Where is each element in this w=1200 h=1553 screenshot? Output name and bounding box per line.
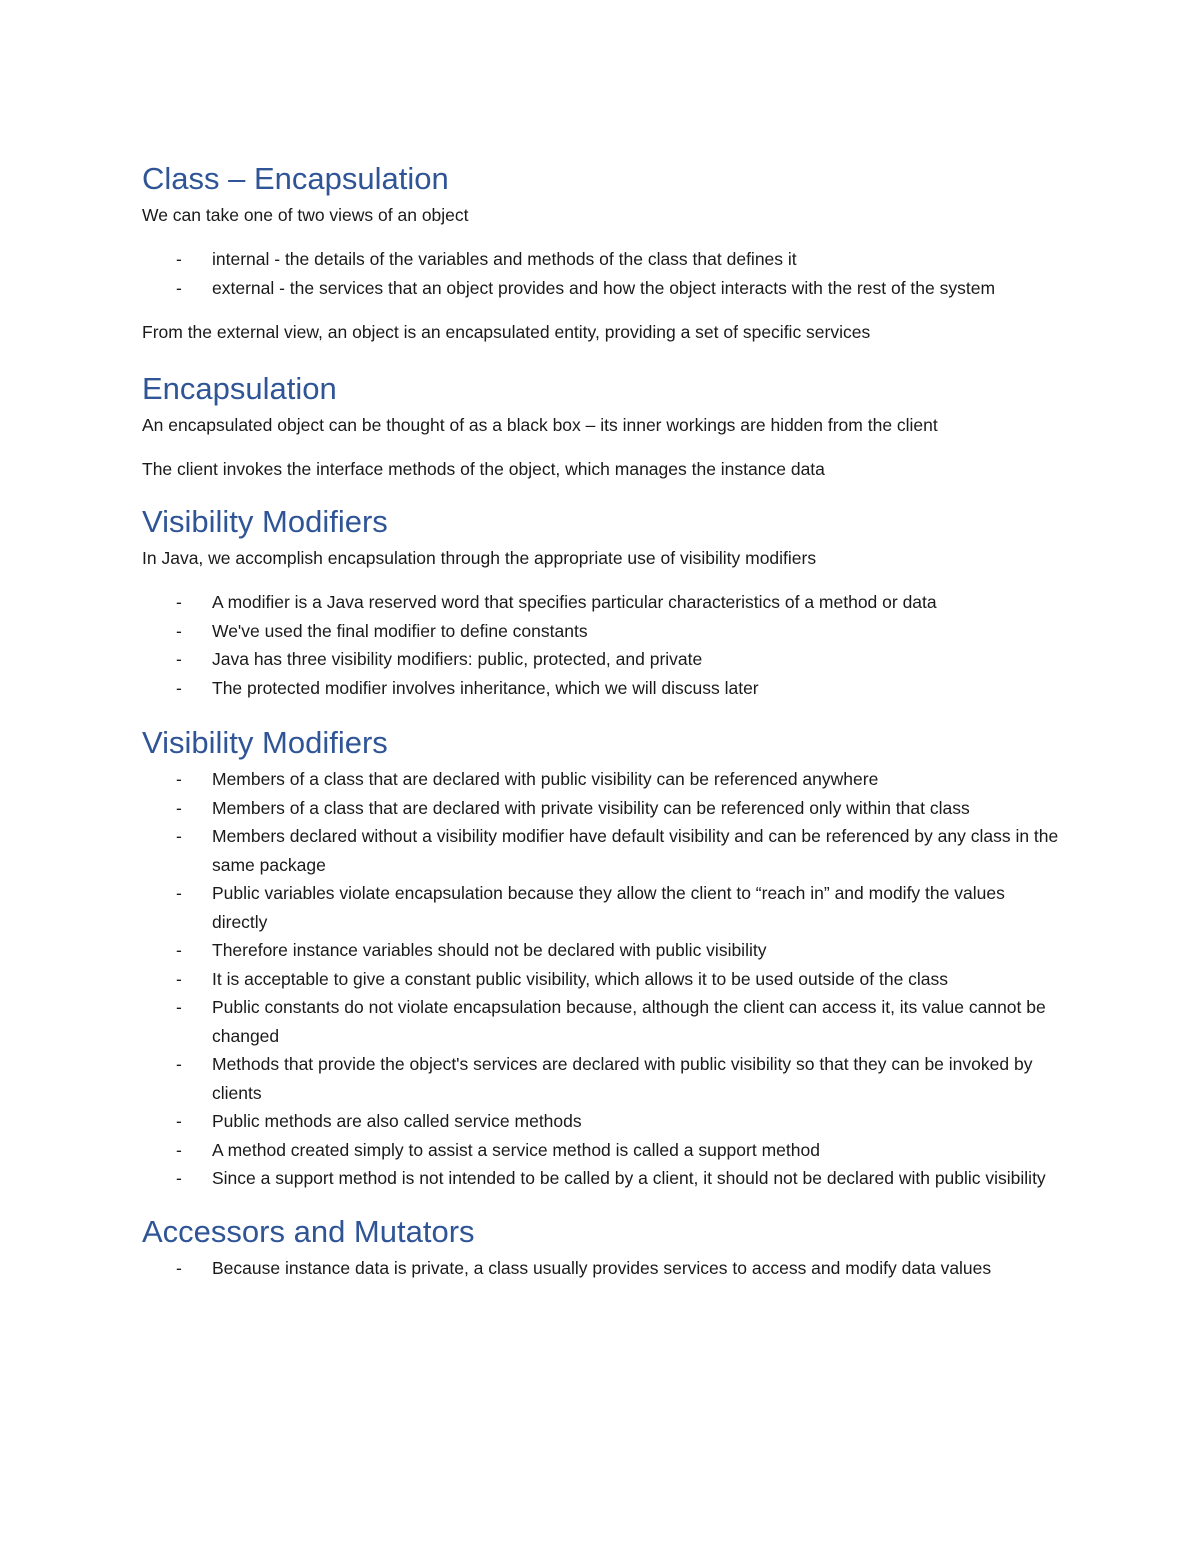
- paragraph: The client invokes the interface methods of the object, which manages the instance data: [142, 459, 825, 479]
- list-item: - Since a support method is not intended to be called by a client, it should not be declared with public visibility: [142, 1164, 1062, 1193]
- list-item: - Members of a class that are declared with private visibility can be referenced only within that class: [142, 794, 1062, 823]
- list-item: - A method created simply to assist a service method is called a support method: [142, 1136, 1062, 1165]
- section-visibility-modifiers-1: [142, 503, 1062, 702]
- section-class-encapsulation: [142, 160, 1062, 346]
- list-item: - Public constants do not violate encapsulation because, although the client can access it, its value cannot be changed: [142, 993, 1062, 1050]
- bullet-list: [142, 1254, 1062, 1283]
- list-item: - We've used the final modifier to define constants: [142, 617, 1062, 646]
- paragraph: From the external view, an object is an encapsulated entity, providing a set of specific services: [142, 322, 871, 342]
- section-encapsulation: [142, 370, 1062, 483]
- section-heading: Class – Encapsulation: [142, 161, 449, 196]
- document-page: [142, 160, 1062, 1298]
- section-heading: Visibility Modifiers: [142, 504, 388, 539]
- section-heading: Accessors and Mutators: [142, 1213, 475, 1249]
- list-item: - Members of a class that are declared with public visibility can be referenced anywhere: [142, 765, 1062, 794]
- list-item: - It is acceptable to give a constant public visibility, which allows it to be used outside of the class: [142, 965, 1062, 994]
- section-heading: Visibility Modifiers: [142, 725, 388, 760]
- list-item: - A modifier is a Java reserved word that specifies particular characteristics of a method or data: [142, 588, 1062, 617]
- paragraph: An encapsulated object can be thought of as a black box – its inner workings are hidden from the client: [142, 415, 938, 435]
- list-item: - The protected modifier involves inheritance, which we will discuss later: [142, 674, 1062, 703]
- list-item: - Because instance data is private, a class usually provides services to access and modify data values: [142, 1254, 1062, 1283]
- section-accessors-and-mutators: [142, 1213, 1062, 1283]
- list-item: - internal - the details of the variables and methods of the class that defines it: [142, 245, 1062, 274]
- bullet-list: [142, 588, 1062, 702]
- list-item: - Java has three visibility modifiers: public, protected, and private: [142, 645, 1062, 674]
- list-item: - Public methods are also called service methods: [142, 1107, 1062, 1136]
- bullet-list: [142, 245, 1062, 302]
- section-heading: Encapsulation: [142, 371, 337, 406]
- list-item: - Public variables violate encapsulation because they allow the client to “reach in” and modify the values directly: [142, 879, 1062, 936]
- paragraph: We can take one of two views of an object: [142, 205, 469, 225]
- bullet-list: [142, 765, 1062, 1193]
- section-visibility-modifiers-2: [142, 724, 1062, 1193]
- list-item: - external - the services that an object provides and how the object interacts with the rest of the system: [142, 274, 1062, 303]
- list-item: - Members declared without a visibility modifier have default visibility and can be referenced by any class in the same package: [142, 822, 1062, 879]
- list-item: - Therefore instance variables should not be declared with public visibility: [142, 936, 1062, 965]
- paragraph: In Java, we accomplish encapsulation through the appropriate use of visibility modifiers: [142, 548, 817, 568]
- list-item: - Methods that provide the object's services are declared with public visibility so that they can be invoked by clients: [142, 1050, 1062, 1107]
